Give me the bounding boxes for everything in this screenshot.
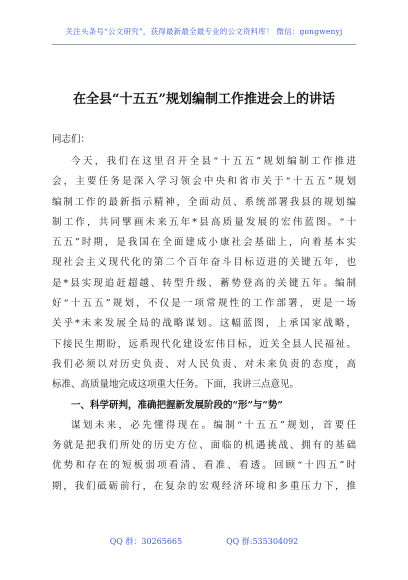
body-line: 关乎*未来发展全局的战略谋划。这幅蓝图，上承国家战略， (52, 318, 356, 330)
body-line: 现社会主义现代化的第二个百年奋斗目标迈进的关键五年，也 (52, 257, 356, 269)
body-line: 谋划未来，必先懂得现在。编制“十五五”规划，首要任 (71, 419, 356, 431)
body-line: 会，主要任务是深入学习领会中央和省市关于“十五五”规划 (52, 176, 356, 188)
body-line: 好“十五五”规划，不仅是一项常规性的工作部署，更是一场 (52, 298, 356, 310)
body-line: 是*县实现追赶超越、转型升级、蓄势登高的关键五年。编制 (52, 277, 356, 289)
body-line: 务就是把我们所处的历史方位、面临的机遇挑战、拥有的基础 (52, 440, 356, 452)
document-body (52, 152, 356, 497)
footer-qq-group-2: QQ 群:535304092 (226, 537, 299, 546)
section-heading: 一、科学研判，准确把握新发展阶段的“形”与“势” (71, 399, 283, 411)
body-line: 标准、高质量地完成这项重大任务。下面，我讲三点意见。 (52, 379, 300, 391)
body-line: 制工作，共同擘画未来五年*县高质量发展的宏伟蓝图。“十 (52, 216, 356, 228)
footer (0, 536, 408, 547)
body-line: 下接民生期盼，远系现代化建设宏伟目标，近关全县人民福祉。 (52, 338, 356, 350)
body-line: 优势和存在的短板弱项看清、看准、看透。回顾“十四五”时 (52, 460, 356, 472)
header-divider (52, 44, 356, 45)
body-line: 编制工作的最新指示精神，全面动员、系统部署我县的规划编 (52, 196, 356, 208)
salutation: 同志们： (52, 134, 91, 145)
document-title: 在全县“十五五”规划编制工作推进会上的讲话 (73, 92, 335, 107)
header-banner: 关注头条号“公文研究”，获得最新最全最专业的公文资料库！ 微信：gongwenyj (65, 27, 343, 36)
body-line: 今天，我们在这里召开全县“十五五”规划编制工作推进 (71, 156, 356, 167)
body-line: 我们必须以对历史负责、对人民负责、对未来负责的态度，高 (52, 358, 356, 370)
body-line: 期，我们砥砺前行，在复杂的宏观经济环境和多重压力下，推 (52, 480, 356, 492)
footer-qq-group-1: QQ 群：30265665 (109, 537, 183, 546)
body-line: 五五”时期，是我国在全面建成小康社会基础上，向着基本实 (52, 237, 356, 249)
